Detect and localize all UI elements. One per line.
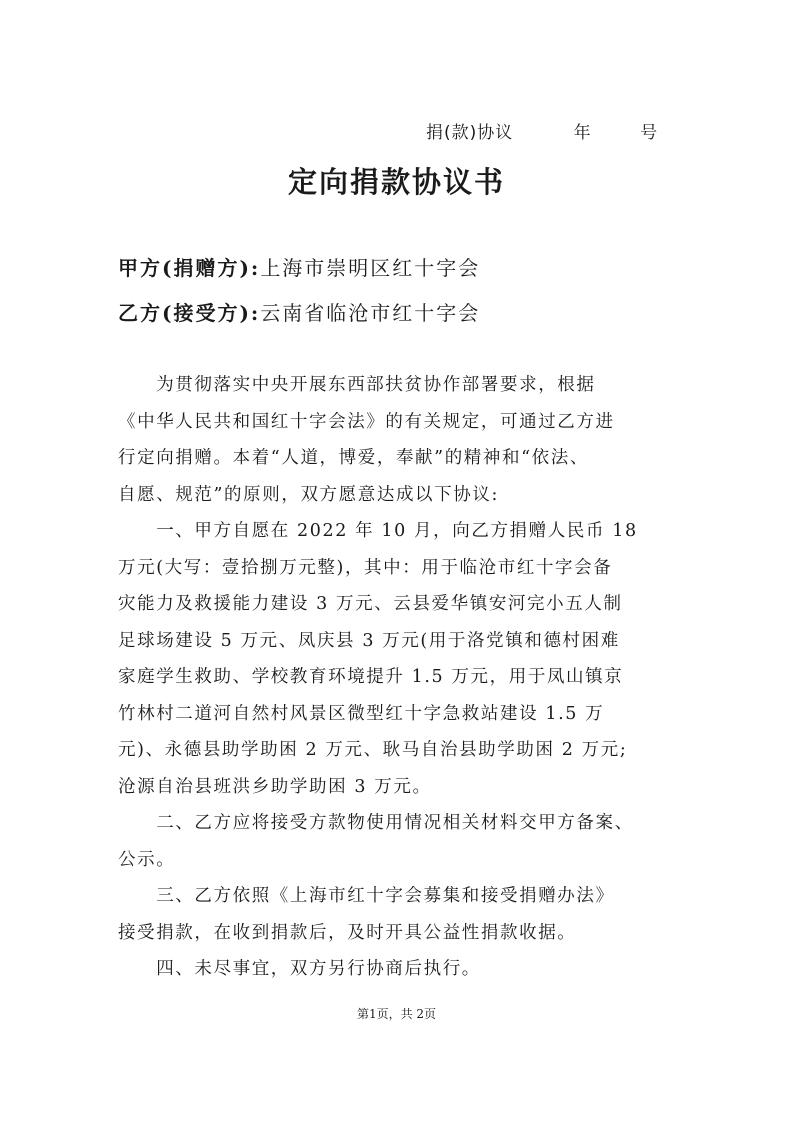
- page-footer: 第1页，共 2页: [356, 1007, 437, 1021]
- body-line: 接受捐款，在收到捐款后，及时开具公益性捐款收据。: [118, 922, 577, 943]
- party-b: [118, 297, 480, 326]
- body-line: 公示。: [118, 849, 176, 870]
- body-line: 《中华人民共和国红十字会法》的有关规定，可通过乙方进: [118, 411, 615, 432]
- body-line: 一、甲方自愿在 2022 年 10 月，向乙方捐赠人民币 18: [118, 521, 638, 541]
- body-line: 竹林村二道河自然村风景区微型红十字急救站建设 1.5 万: [118, 703, 605, 724]
- body-line: 沧源自治县班洪乡助学助困 3 万元。: [118, 776, 432, 797]
- party-a-label: 甲方(捐赠方):: [118, 256, 261, 280]
- body-line: 万元(大写：壹拾捌万元整)，其中：用于临沧市红十字会备: [118, 557, 613, 578]
- reference-label: 捐(款)协议: [426, 123, 514, 143]
- agreement-body: [118, 367, 678, 988]
- body-line: 三、乙方依照《上海市红十字会募集和接受捐赠办法》: [118, 886, 615, 906]
- reference-number: 号: [640, 123, 659, 143]
- party-a: [118, 252, 480, 281]
- body-line: 二、乙方应将接受方款物使用情况相关材料交甲方备案、: [118, 813, 634, 833]
- agreement-reference: [426, 118, 658, 143]
- body-line: 四、未尽事宜，双方另行协商后执行。: [118, 959, 481, 979]
- reference-year: 年: [573, 123, 592, 143]
- body-line: 元)、永德县助学助困 2 万元、耿马自治县助学助困 2 万元;: [118, 740, 628, 760]
- party-b-value: 云南省临沧市红十字会: [260, 301, 481, 325]
- body-line: 行定向捐赠。本着“人道，博爱，奉献”的精神和“依法、: [118, 448, 589, 468]
- body-line: 自愿、规范”的原则，双方愿意达成以下协议:: [118, 484, 499, 505]
- body-line: 灾能力及救援能力建设 3 万元、云县爱华镇安河完小五人制: [118, 594, 623, 614]
- body-line: 家庭学生救助、学校教育环境提升 1.5 万元，用于凤山镇京: [118, 667, 624, 687]
- body-line: 足球场建设 5 万元、凤庆县 3 万元(用于洛党镇和德村困难: [118, 630, 620, 651]
- body-line: 为贯彻落实中央开展东西部扶贫协作部署要求，根据: [118, 375, 596, 395]
- party-a-value: 上海市崇明区红十字会: [260, 256, 481, 280]
- document-title: 定向捐款协议书: [287, 165, 505, 199]
- party-b-label: 乙方(接受方):: [118, 301, 261, 325]
